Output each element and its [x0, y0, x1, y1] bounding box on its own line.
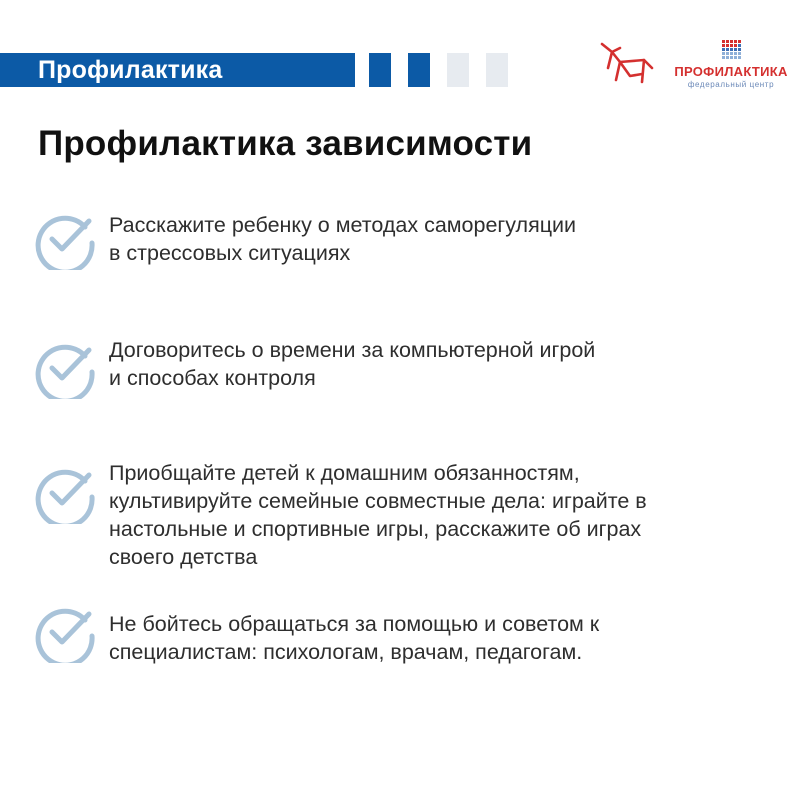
tip-text: [109, 459, 749, 571]
brand-name: ПРОФИЛАКТИКА: [674, 64, 788, 79]
section-header-band: [0, 53, 355, 87]
tip-text: [109, 211, 749, 267]
tip-line: специалистам: психологам, врачам, педагогам.: [109, 640, 583, 664]
tip-text: [109, 336, 749, 392]
decor-block-blue-1: [369, 53, 391, 87]
check-circle-icon: [35, 601, 97, 663]
tip-line: Расскажите ребенку о методах саморегуляции: [109, 213, 577, 237]
tip-line: Приобщайте детей к домашним обязанностям,: [109, 461, 580, 485]
tip-line: и способах контроля: [109, 366, 316, 390]
check-circle-icon: [35, 337, 97, 399]
brand-subtitle: федеральный центр: [687, 80, 775, 89]
page-title: Профилактика зависимости: [38, 124, 533, 163]
tip-line: настольные и спортивные игры, расскажите об играх: [109, 517, 642, 541]
dot-grid-icon: [722, 40, 742, 60]
decor-block-grey-2: [486, 53, 508, 87]
tip-line: в стрессовых ситуациях: [109, 241, 351, 265]
tip-text: [109, 610, 749, 666]
tip-line: культивируйте семейные совместные дела: играйте в: [109, 489, 647, 513]
decor-block-blue-2: [408, 53, 430, 87]
chair-logo-icon: [598, 40, 656, 86]
check-circle-icon: [35, 208, 97, 270]
tip-line: Не бойтесь обращаться за помощью и советом к: [109, 612, 600, 636]
tip-line: Договоритесь о времени за компьютерной игрой: [109, 338, 596, 362]
check-circle-icon: [35, 462, 97, 524]
section-label: Профилактика: [38, 55, 223, 84]
tip-line: своего детства: [109, 545, 258, 569]
decor-block-grey-1: [447, 53, 469, 87]
brand-logo: [672, 40, 790, 92]
